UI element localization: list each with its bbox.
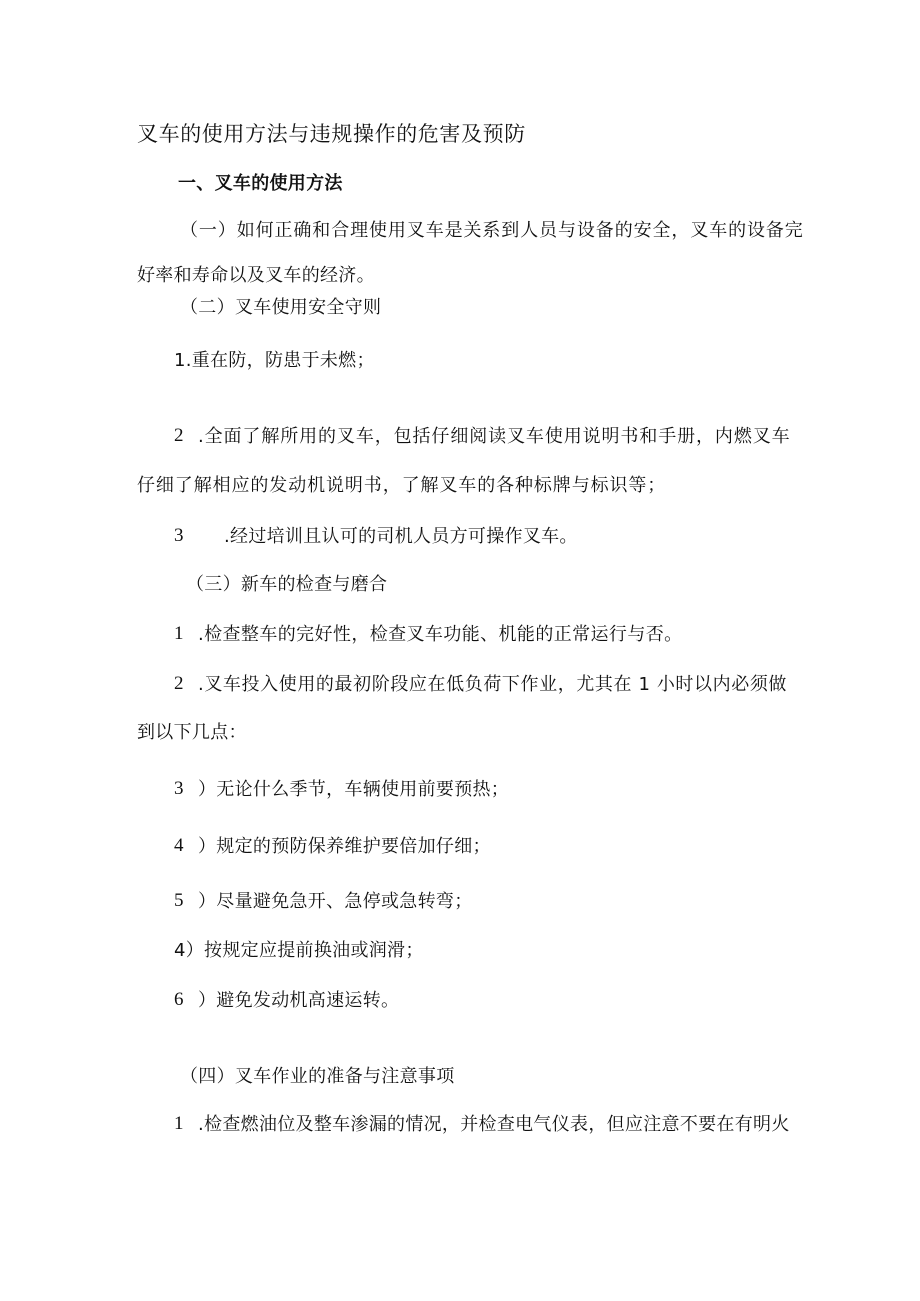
list-item-number: 1: [174, 623, 184, 644]
list-item-text: .检查燃油位及整车渗漏的情况，并检查电气仪表，但应注意不要在有明火: [198, 1114, 790, 1135]
paragraph-line: 好率和寿命以及叉车的经济。: [137, 265, 375, 286]
list-item-number: 2: [174, 425, 184, 446]
list-item-text: ）规定的预防保养维护要倍加仔细；: [198, 836, 491, 857]
list-item-text: ）无论什么季节，车辆使用前要预热；: [198, 779, 510, 800]
list-item-number: 5: [174, 890, 184, 911]
list-item-text: ）避免发动机高速运转。: [198, 990, 400, 1011]
paragraph-line: （一）如何正确和合理使用叉车是关系到人员与设备的安全，叉车的设备完: [180, 220, 804, 241]
list-item-text: 仔细了解相应的发动机说明书，了解叉车的各种标牌与标识等；: [137, 475, 667, 496]
list-item: 4）按规定应提前换油或润滑；: [174, 940, 424, 961]
list-item-number: 1: [174, 1113, 184, 1134]
list-item-number: 6: [174, 989, 184, 1010]
subsection-heading: （四）叉车作业的准备与注意事项: [180, 1066, 455, 1087]
list-item-number: 3: [174, 525, 184, 546]
list-item-text: 到以下几点：: [137, 722, 247, 743]
list-item-number: 3: [174, 778, 184, 799]
document-title: 叉车的使用方法与违规操作的危害及预防: [137, 122, 526, 146]
subsection-heading: （二）叉车使用安全守则: [180, 297, 382, 318]
list-item-text: .叉车投入使用的最初阶段应在低负荷下作业，尤其在 1 小时以内必须做: [198, 674, 788, 695]
subsection-heading: （三）新车的检查与磨合: [186, 574, 388, 595]
section-heading: 一、叉车的使用方法: [178, 173, 343, 194]
list-item-text: .全面了解所用的叉车，包括仔细阅读叉车使用说明书和手册，内燃叉车: [198, 426, 791, 447]
list-item-text: .检查整车的完好性，检查叉车功能、机能的正常运行与否。: [198, 624, 683, 645]
list-item-text: .经过培训且认可的司机人员方可操作叉车。: [224, 526, 578, 547]
list-item: 1.重在防，防患于未燃；: [174, 350, 375, 371]
list-item-number: 4: [174, 835, 184, 856]
list-item-text: ）尽量避免急开、急停或急转弯；: [198, 891, 473, 912]
list-item-number: 2: [174, 673, 184, 694]
